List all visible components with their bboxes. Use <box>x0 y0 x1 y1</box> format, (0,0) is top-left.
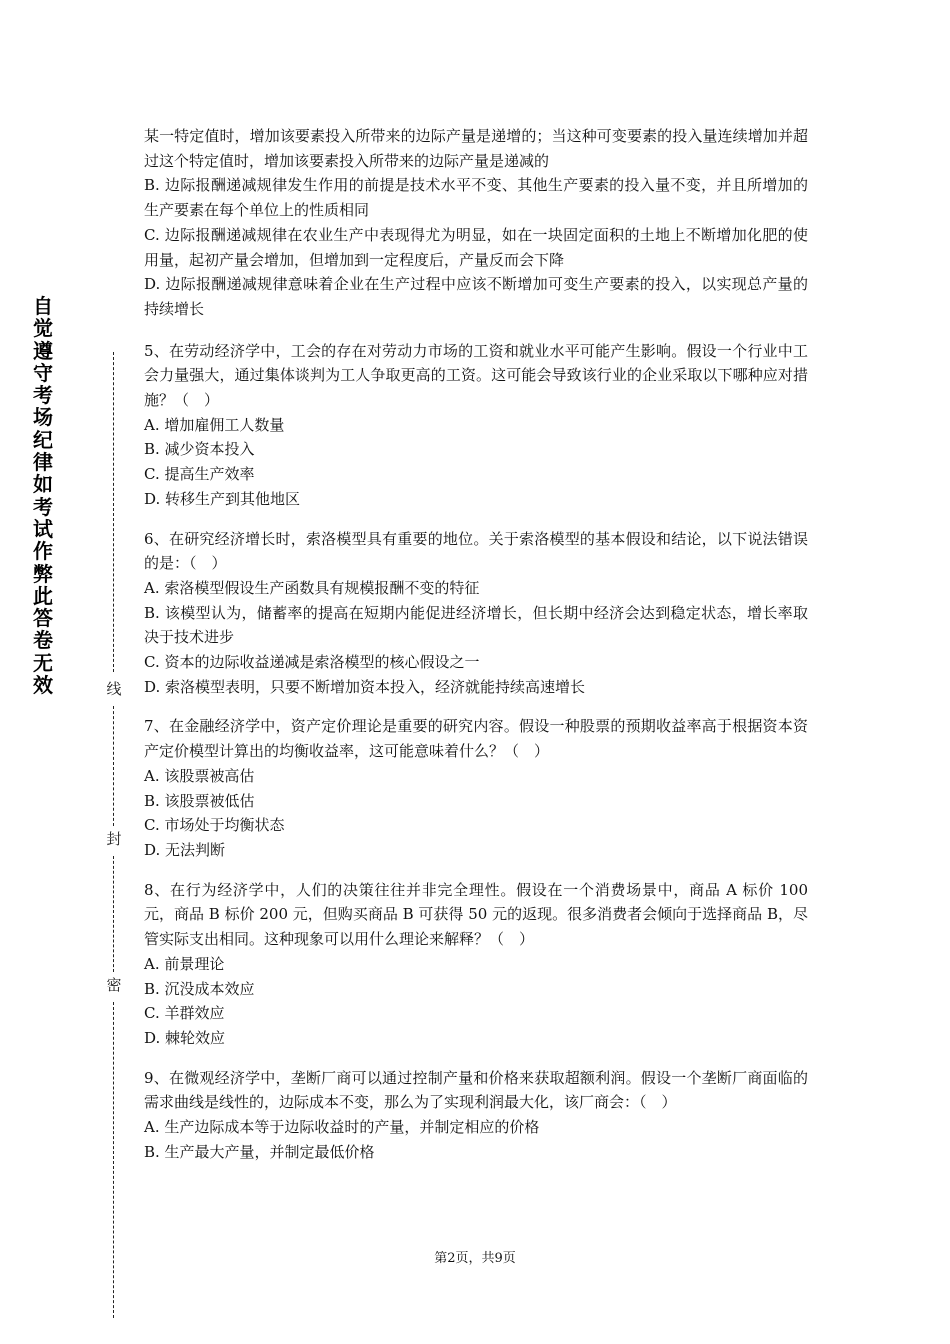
question-6 <box>144 527 808 700</box>
exam-discipline-notice: 自觉遵守考场纪律如考试作弊此答卷无效 <box>33 294 53 698</box>
option-b: B. 该股票被低估 <box>144 791 255 810</box>
option-a: A. 前景理论 <box>144 954 225 973</box>
option-d: D. 索洛模型表明，只要不断增加资本投入，经济就能持续高速增长 <box>144 677 586 696</box>
option-c: C. 边际报酬递减规律在农业生产中表现得尤为明显，如在一块固定面积的土地上不断增加化肥的使用量，起初产量会增加，但增加到一定程度后，产量反而会下降 <box>144 225 808 269</box>
option-a: A. 索洛模型假设生产函数具有规模报酬不变的特征 <box>144 578 480 597</box>
option-b: B. 该模型认为，储蓄率的提高在短期内能促进经济增长，但长期中经济会达到稳定状态，增长率取决于技术进步 <box>144 603 808 647</box>
binding-dashed-line <box>113 706 114 826</box>
binding-dashed-line <box>113 1002 114 1318</box>
question-7 <box>144 714 808 862</box>
option-c: C. 市场处于均衡状态 <box>144 816 285 835</box>
seal-label-line: 线 <box>106 680 122 698</box>
question-4-continuation <box>144 124 808 322</box>
option-a: A. 生产边际成本等于边际收益时的产量，并制定相应的价格 <box>144 1118 540 1137</box>
question-stem: 5、在劳动经济学中，工会的存在对劳动力市场的工资和就业水平可能产生影响。假设一个行业中工会力量强大，通过集体谈判为工人争取更高的工资。这可能会导致该行业的企业采取以下哪种应对措施？（ ） <box>144 341 808 410</box>
page-footer: 第2页，共9页 <box>434 1251 516 1266</box>
question-stem: 6、在研究经济增长时，索洛模型具有重要的地位。关于索洛模型的基本假设和结论，以下说法错误的是：（ ） <box>144 529 808 573</box>
question-stem: 9、在微观经济学中，垄断厂商可以通过控制产量和价格来获取超额利润。假设一个垄断厂商面临的需求曲线是线性的，边际成本不变，那么为了实现利润最大化，该厂商会：（ ） <box>144 1068 808 1112</box>
continuation-text: 某一特定值时，增加该要素投入所带来的边际产量是递增的；当这种可变要素的投入量连续增加并超过这个特定值时，增加该要素投入所带来的边际产量是递减的 <box>144 127 808 170</box>
question-5 <box>144 339 808 512</box>
binding-dashed-line <box>113 352 114 672</box>
question-8 <box>144 878 808 1051</box>
binding-dashed-line <box>113 856 114 972</box>
option-c: C. 羊群效应 <box>144 1004 225 1023</box>
exam-content <box>144 124 808 1164</box>
option-d: D. 转移生产到其他地区 <box>144 489 301 508</box>
option-d: D. 棘轮效应 <box>144 1028 226 1047</box>
option-b: B. 减少资本投入 <box>144 440 255 459</box>
option-d: D. 无法判断 <box>144 840 226 859</box>
option-b: B. 边际报酬递减规律发生作用的前提是技术水平不变、其他生产要素的投入量不变，并且所增加的生产要素在每个单位上的性质相同 <box>144 176 808 220</box>
question-9 <box>144 1066 808 1165</box>
option-c: C. 资本的边际收益递减是索洛模型的核心假设之一 <box>144 653 480 672</box>
option-a: A. 增加雇佣工人数量 <box>144 415 285 434</box>
option-c: C. 提高生产效率 <box>144 465 255 484</box>
option-b: B. 生产最大产量，并制定最低价格 <box>144 1142 375 1161</box>
seal-label-seal: 封 <box>106 830 122 848</box>
seal-label-close: 密 <box>106 976 122 994</box>
option-b: B. 沉没成本效应 <box>144 979 255 998</box>
question-stem: 8、在行为经济学中，人们的决策往往并非完全理性。假设在一个消费场景中，商品 A 标价 100 元，商品 B 标价 200 元，但购买商品 B 可获得 50 元的返现。很多消费者会倾向于选择商品 B，尽管实际支出相同。这种现象可以用什么理论来解释？（ ） <box>144 880 808 949</box>
option-d: D. 边际报酬递减规律意味着企业在生产过程中应该不断增加可变生产要素的投入，以实现总产量的持续增长 <box>144 275 808 318</box>
option-a: A. 该股票被高估 <box>144 766 255 785</box>
question-stem: 7、在金融经济学中，资产定价理论是重要的研究内容。假设一种股票的预期收益率高于根据资本资产定价模型计算出的均衡收益率，这可能意味着什么？（ ） <box>144 717 808 761</box>
